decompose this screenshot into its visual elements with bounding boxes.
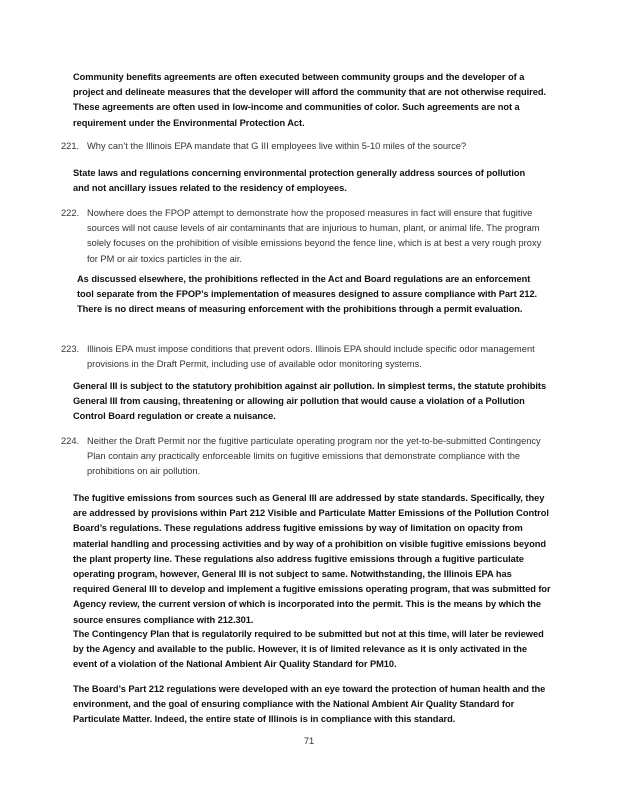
comment-text: Nowhere does the FPOP attempt to demonstrate how the proposed measures in fact will ensure that fugitive sources will not cause levels of air contaminants that are injurious to human, plant, or animal life. The program solely focuses on the prohibition of visible emissions beyond the fence line, which is at best a very rough proxy for PM or air toxics particles in the air. (87, 208, 542, 264)
comment-number: 223. (61, 344, 80, 354)
comment-224 (61, 434, 551, 480)
comment-text: Illinois EPA must impose conditions that prevent odors. Illinois EPA should include specific odor management provisions in the Draft Permit, including use of available odor monitoring systems. (87, 344, 535, 370)
response-222: As discussed elsewhere, the prohibitions reflected in the Act and Board regulations are an enforcement tool separate from the FPOP’s implementation of measures designed to assure compliance with Part 212. There is no direct means of measuring enforcement with the prohibitions through a permit evaluation. (77, 274, 538, 315)
page-number: 71 (303, 736, 315, 746)
response-221: State laws and regulations concerning environmental protection generally address sources of pollution and not ancillary issues related to the residency of employees. (73, 168, 526, 194)
comment-223 (61, 342, 551, 372)
comment-number: 221. (61, 141, 80, 151)
comment-text: Why can’t the Illinois EPA mandate that G III employees live within 5-10 miles of the source? (87, 141, 467, 151)
intro-paragraph: Community benefits agreements are often executed between community groups and the developer of a project and delineate measures that the developer will afford the community that are not otherwise required. These agreements are often used in low-income and communities of color. Such agreements are not a requirement under the Environmental Protection Act. (73, 72, 546, 128)
comment-222 (61, 206, 552, 267)
comment-number: 224. (61, 436, 80, 446)
response-224-paragraph-3: The Board’s Part 212 regulations were developed with an eye toward the protection of human health and the environment, and the goal of ensuring compliance with the National Ambient Air Quality Standard for Particulate Matter. Indeed, the entire state of Illinois is in compliance with this standard. (73, 684, 546, 725)
response-223: General III is subject to the statutory prohibition against air pollution. In simplest terms, the statute prohibits General III from causing, threatening or allowing air pollution that would cause a violation of a Pollution Control Board regulation or create a nuisance. (73, 381, 547, 422)
comment-number: 222. (61, 208, 80, 218)
response-224-paragraph-2: The Contingency Plan that is regulatorily required to be submitted but not at this time, will later be reviewed by the Agency and available to the public. However, it is of limited relevance as it is only activated in the event of a violation of the National Ambient Air Quality Standard for PM10. (73, 629, 544, 670)
comment-221 (61, 139, 551, 154)
response-224-paragraph-1: The fugitive emissions from sources such as General III are addressed by state standards. Specifically, they are addressed by provisions within Part 212 Visible and Particulate Matter Emissions of the Pollution Control Board’s regulations. These regulations address fugitive emissions by way of limitation on opacity from material handling and processing activities and by way of a prohibition on visible fugitive emissions beyond the plant property line. These regulations also address fugitive emissions through a fugitive particulate operating program, however, General III is not subject to same. Notwithstanding, the Illinois EPA has required General III to develop and implement a fugitive emissions operating program, that was submitted for Agency review, the current version of which is incorporated into the permit. This is the means by which the source ensures compliance with 212.301. (73, 493, 551, 625)
comment-text: Neither the Draft Permit nor the fugitive particulate operating program nor the yet-to-be-submitted Contingency Plan contain any practically enforceable limits on fugitive emissions that demonstrate compliance with the prohibitions on air pollution. (87, 436, 541, 477)
